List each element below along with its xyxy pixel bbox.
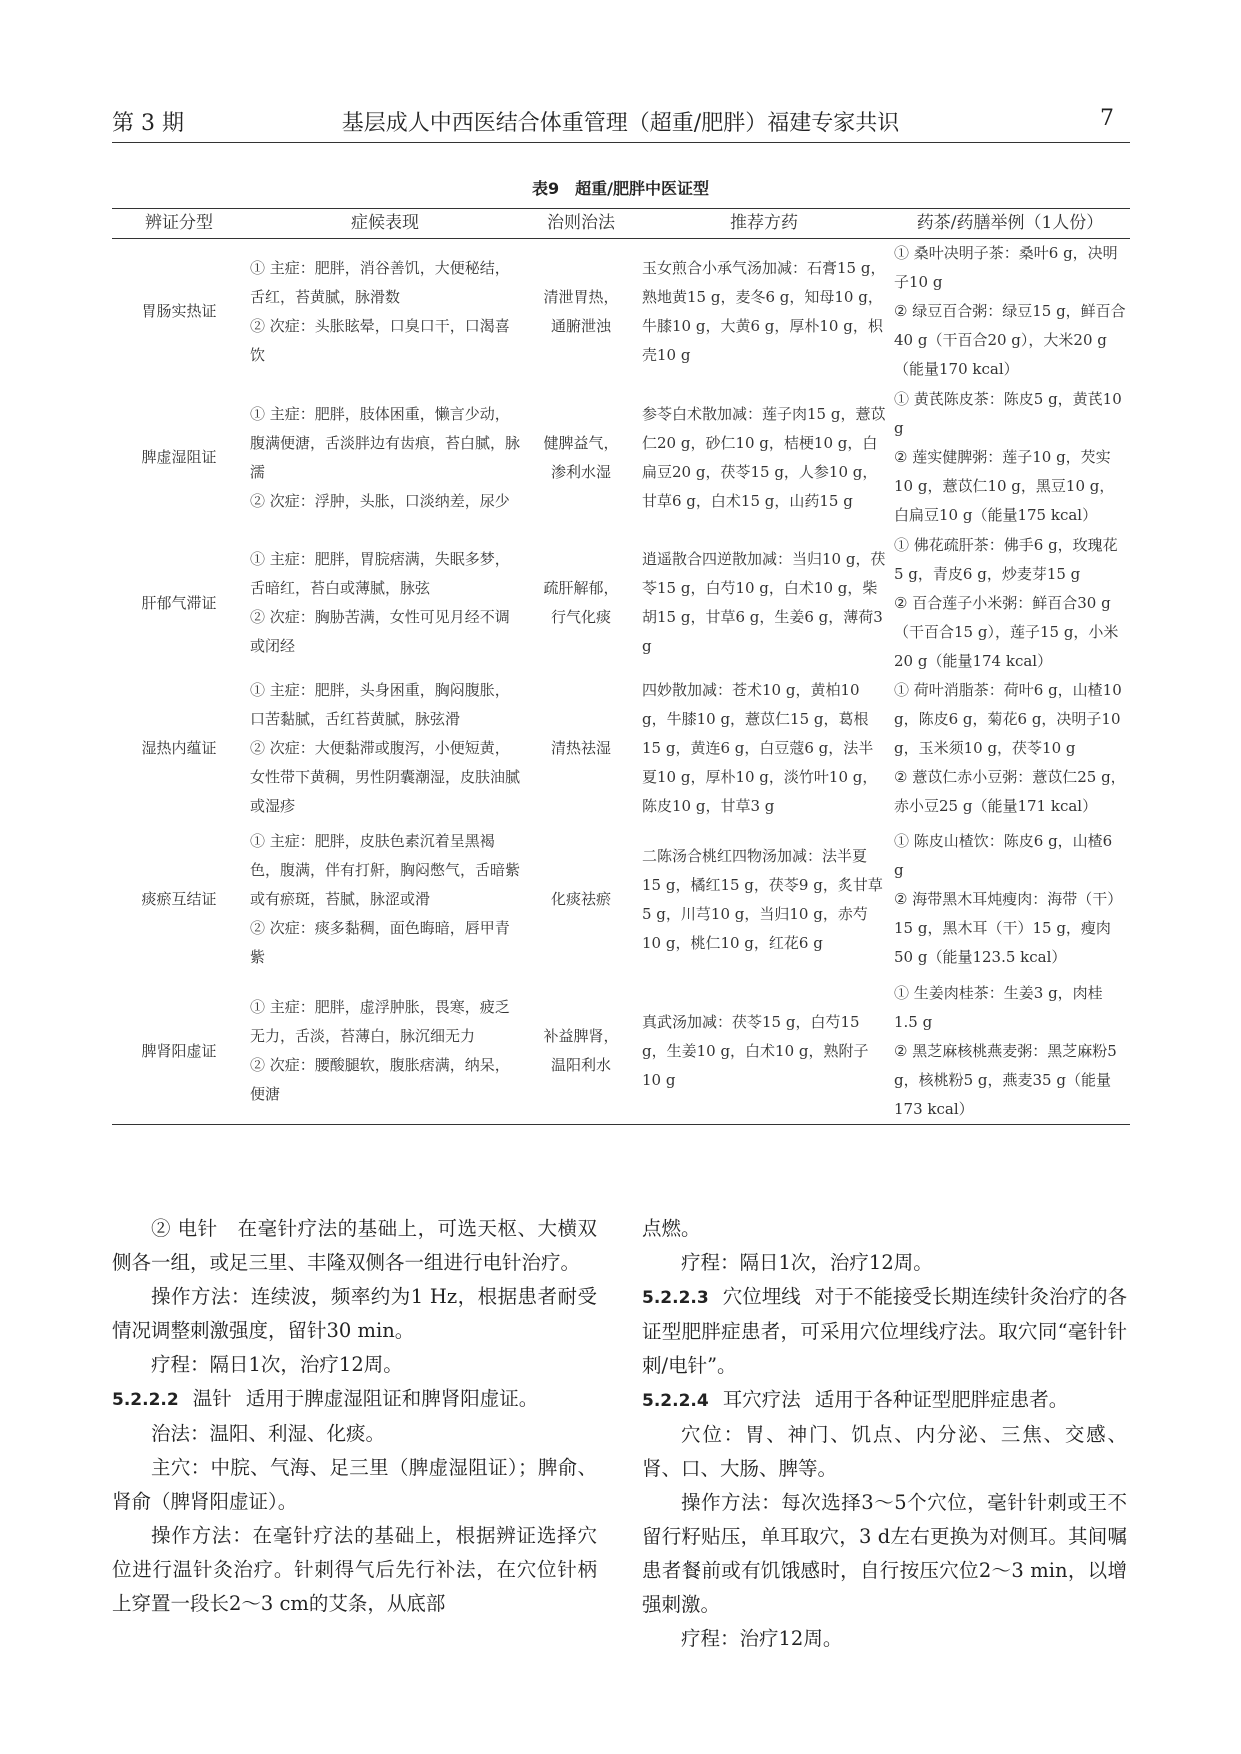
header-rule <box>112 142 1130 143</box>
column-header: 辨证分型 <box>112 209 246 239</box>
paragraph: 操作方法：连续波，频率约为1 Hz，根据患者耐受情况调整刺激强度，留针30 min。 <box>112 1285 597 1342</box>
section-number: 5.2.2.4 <box>642 1391 709 1411</box>
section-text: 对于不能接受长期连续针灸治疗的各证型肥胖症患者，可采用穴位埋线疗法。取穴同“毫针针刺/电针”。 <box>642 1285 1127 1377</box>
treatment-method-cell: 清泄胃热， 通腑泄浊 <box>543 287 619 335</box>
paragraph: 疗程：隔日1次，治疗12周。 <box>151 1353 403 1376</box>
table-body <box>112 239 1130 1125</box>
syndrome-type-cell: 痰瘀互结证 <box>141 890 217 908</box>
paragraph: 穴位：胃、神门、饥点、内分泌、三焦、交感、肾、口、大肠、脾等。 <box>642 1423 1127 1480</box>
section-title: 温针 <box>192 1387 232 1410</box>
syndrome-type-cell: 脾肾阳虚证 <box>112 979 246 1125</box>
body-column-left <box>112 1212 597 1621</box>
formula-cell: 真武汤加减：茯苓15 g，白芍15 g，生姜10 g，白术10 g，熟附子10 g <box>638 979 890 1125</box>
table-row <box>112 385 1130 531</box>
symptoms-cell: ① 主症：肥胖，皮肤色素沉着呈黑褐色，腹满，伴有打鼾，胸闷憋气，舌暗紫或有瘀斑，苔腻，脉涩或滑 ② 次症：痰多黏稠，面色晦暗，唇甲青紫 <box>250 832 521 966</box>
treatment-method-cell: 化痰祛瘀 <box>550 890 611 908</box>
table-header-row <box>112 209 1130 239</box>
paragraph: 疗程：治疗12周。 <box>681 1627 843 1650</box>
syndrome-type-cell: 胃肠实热证 <box>141 302 217 321</box>
table-caption <box>0 176 1241 199</box>
formula-cell: 二陈汤合桃红四物汤加减：法半夏15 g，橘红15 g，茯苓9 g，炙甘草5 g，川芎10 g，当归10 g，赤芍10 g，桃仁10 g，红花6 g <box>642 846 883 952</box>
syndrome-type-cell: 肝郁气滞证 <box>141 593 217 612</box>
symptoms-cell: ① 主症：肥胖，胃脘痞满，失眠多梦，舌暗红，苔白或薄腻，脉弦 ② 次症：胸胁苦满，女性可见月经不调或闭经 <box>250 550 510 655</box>
paragraph: 疗程：隔日1次，治疗12周。 <box>681 1251 933 1274</box>
treatment-method-cell: 健脾益气， 渗利水湿 <box>543 433 619 481</box>
issue-label: 第 3 期 <box>112 111 184 136</box>
section-text: 适用于脾虚湿阻证和脾肾阳虚证。 <box>245 1387 539 1410</box>
symptoms-cell: ① 主症：肥胖，虚浮肿胀，畏寒，疲乏无力，舌淡，苔薄白，脉沉细无力 ② 次症：腰酸腿软，腹胀痞满，纳呆，便溏 <box>246 979 524 1125</box>
formula-cell: 四妙散加减：苍术10 g，黄柏10 g，牛膝10 g，薏苡仁15 g，葛根15 g，黄连6 g，白豆蔻6 g，法半夏10 g，厚朴10 g，淡竹叶10 g，陈皮10 g，甘草3 g <box>642 680 878 815</box>
table-row <box>112 676 1130 821</box>
treatment-method-cell: 清热祛湿 <box>550 738 611 757</box>
formula-cell: 参苓白术散加减：莲子肉15 g，薏苡仁20 g，砂仁10 g，桔梗10 g，白扁豆20 g，茯苓15 g，人参10 g，甘草6 g，白术15 g，山药15 g <box>642 404 886 510</box>
treatment-method-cell: 疏肝解郁， 行气化痰 <box>543 579 619 626</box>
section-heading <box>642 1280 1127 1383</box>
section-number: 5.2.2.3 <box>642 1288 709 1308</box>
syndrome-type-cell: 脾虚湿阻证 <box>141 448 217 466</box>
section-title: 穴位埋线 <box>722 1285 801 1308</box>
table-row <box>112 531 1130 676</box>
diet-example-cell: ① 荷叶消脂茶：荷叶6 g，山楂10 g，陈皮6 g，菊花6 g，决明子10 g，玉米须10 g，茯苓10 g ② 薏苡仁赤小豆粥：薏苡仁25 g，赤小豆25 g（能量171 kcal） <box>894 680 1126 815</box>
formula-cell: 玉女煎合小承气汤加减：石膏15 g，熟地黄15 g，麦冬6 g，知母10 g，牛膝10 g，大黄6 g，厚朴10 g，枳壳10 g <box>642 258 886 364</box>
paragraph: 操作方法：每次选择3～5个穴位，毫针针刺或王不留行籽贴压，单耳取穴，3 d左右更换为对侧耳。其间嘱患者餐前或有饥饿感时，自行按压穴位2～3 min，以增强刺激。 <box>642 1491 1127 1616</box>
diet-example-cell: ① 桑叶决明子茶：桑叶6 g，决明子10 g ② 绿豆百合粥：绿豆15 g，鲜百合40 g（干百合20 g），大米20 g（能量170 kcal） <box>894 244 1126 379</box>
table-label: 表9 <box>532 179 560 198</box>
paragraph: 主穴：中脘、气海、足三里（脾虚湿阻证）；脾俞、肾俞（脾肾阳虚证）。 <box>112 1456 597 1513</box>
paragraph: 治法：温阳、利湿、化痰。 <box>151 1422 386 1445</box>
paragraph: 操作方法：在毫针疗法的基础上，根据辨证选择穴位进行温针灸治疗。针刺得气后先行补法，在穴位针柄上穿置一段长2～3 cm的艾条，从底部 <box>112 1524 597 1615</box>
symptoms-cell: ① 主症：肥胖，消谷善饥，大便秘结，舌红，苔黄腻，脉滑数 ② 次症：头胀眩晕，口臭口干，口渴喜饮 <box>250 258 510 364</box>
running-title: 基层成人中西医结合体重管理（超重/肥胖）福建专家共识 <box>341 111 900 136</box>
paragraph: ② 电针 在毫针疗法的基础上，可选天枢、大横双侧各一组，或足三里、丰隆双侧各一组进行电针治疗。 <box>112 1217 597 1274</box>
column-header: 药茶/药膳举例（1人份） <box>890 209 1130 239</box>
column-header: 症候表现 <box>246 209 524 239</box>
diet-example-cell: ① 生姜肉桂茶：生姜3 g，肉桂1.5 g ② 黑芝麻核桃燕麦粥：黑芝麻粉5 g，核桃粉5 g，燕麦35 g（能量173 kcal） <box>890 979 1130 1125</box>
symptoms-cell: ① 主症：肥胖，头身困重，胸闷腹胀，口苦黏腻，舌红苔黄腻，脉弦滑 ② 次症：大便黏滞或腹泻，小便短黄，女性带下黄稠，男性阴囊潮湿，皮肤油腻或湿疹 <box>250 680 521 815</box>
diet-example-cell: ① 佛花疏肝茶：佛手6 g，玫瑰花5 g，青皮6 g，炒麦芽15 g ② 百合莲子小米粥：鲜百合30 g（干百合15 g），莲子15 g，小米20 g（能量174 kcal） <box>894 535 1119 670</box>
body-column-right <box>642 1212 1127 1656</box>
column-header: 推荐方药 <box>638 209 890 239</box>
treatment-method-cell: 补益脾肾， 温阳利水 <box>524 979 638 1125</box>
section-heading <box>642 1383 1127 1418</box>
syndrome-type-cell: 湿热内蕴证 <box>141 738 217 757</box>
page-number: 7 <box>1100 106 1114 131</box>
tcm-syndrome-table <box>112 208 1130 1125</box>
column-header: 治则治法 <box>524 209 638 239</box>
symptoms-cell: ① 主症：肥胖，肢体困重，懒言少动，腹满便溏，舌淡胖边有齿痕，苔白腻，脉濡 ② 次症：浮肿，头胀，口淡纳差，尿少 <box>250 404 521 510</box>
diet-example-cell: ① 陈皮山楂饮：陈皮6 g，山楂6 g ② 海带黑木耳炖瘦肉：海带（干）15 g，黑木耳（干）15 g，瘦肉50 g（能量123.5 kcal） <box>894 832 1123 966</box>
table-row <box>112 239 1130 385</box>
diet-example-cell: ① 黄芪陈皮茶：陈皮5 g，黄芪10 g ② 莲实健脾粥：莲子10 g，芡实10 g，薏苡仁10 g，黑豆10 g，白扁豆10 g（能量175 kcal） <box>894 390 1122 524</box>
section-heading <box>112 1382 597 1417</box>
section-title: 耳穴疗法 <box>722 1388 801 1411</box>
table-row <box>112 821 1130 979</box>
section-text: 适用于各种证型肥胖症患者。 <box>814 1388 1069 1411</box>
formula-cell: 逍遥散合四逆散加减：当归10 g，茯苓15 g，白芍10 g，白术10 g，柴胡15 g，甘草6 g，生姜6 g，薄荷3 g <box>642 550 886 655</box>
table-row <box>112 979 1130 1125</box>
section-number: 5.2.2.2 <box>112 1390 179 1410</box>
paragraph: 点燃。 <box>642 1217 701 1240</box>
table-title: 超重/肥胖中医证型 <box>575 179 709 198</box>
